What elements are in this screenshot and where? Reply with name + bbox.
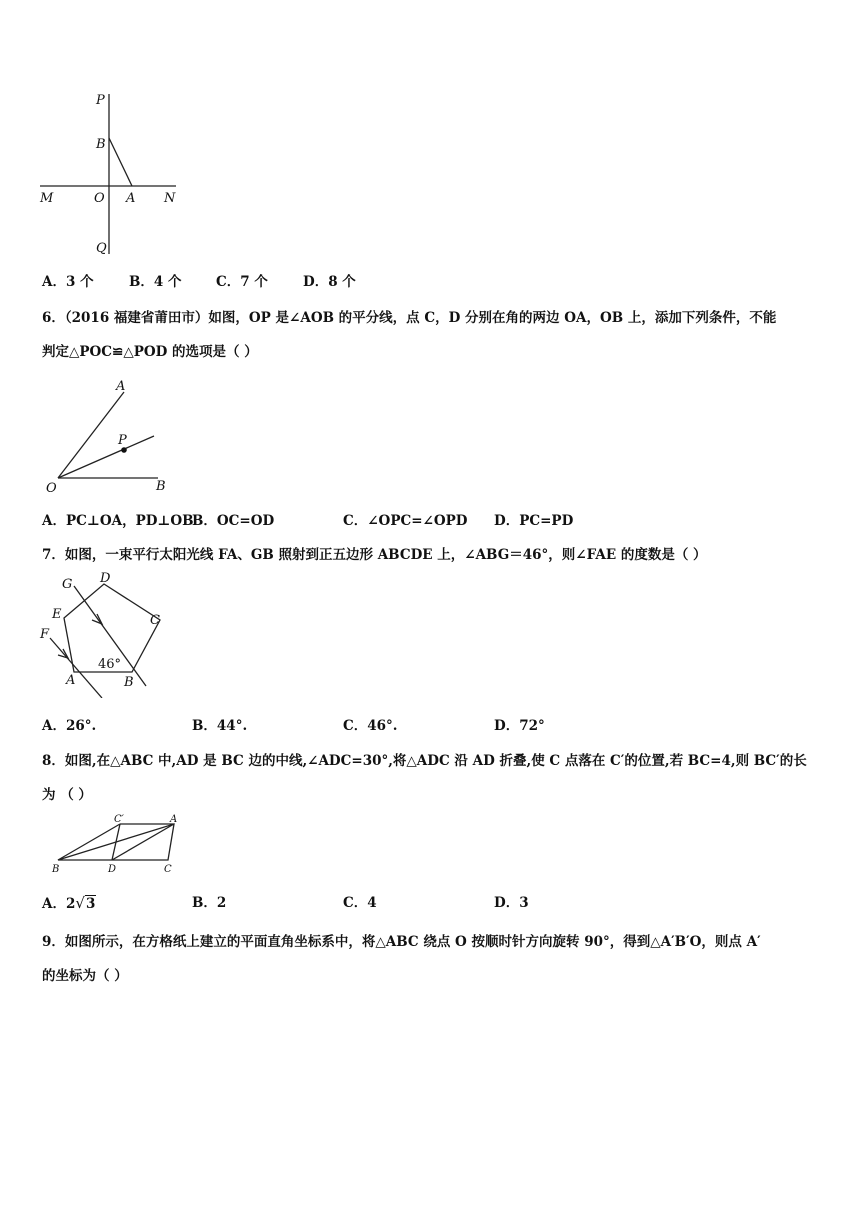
q6-option-a: A．PC⊥OA，PD⊥OB xyxy=(42,513,194,529)
q8-text-line1: 8．如图,在△ABC 中,AD 是 BC 边的中线,∠ADC=30°,将△ADC 沿 AD 折叠,使 C 点落在 C′的位置,若 BC=4,则 BC′的长 xyxy=(42,753,807,769)
q7-label-f: F xyxy=(40,627,50,642)
q8-option-a xyxy=(42,893,96,914)
q8-figure xyxy=(48,812,188,878)
q6-label-a: A xyxy=(116,379,126,394)
q7-text-line1: 7．如图，一束平行太阳光线 FA、GB 照射到正五边形 ABCDE 上，∠ABG＝46°，则∠FAE 的度数是（ ） xyxy=(42,547,707,563)
q5-figure xyxy=(36,86,186,256)
q8-text-line2: 为 （ ） xyxy=(42,787,92,803)
q7-figure xyxy=(36,568,176,698)
q8-segment-bc1 xyxy=(58,824,120,860)
q6-label-o: O xyxy=(46,481,57,496)
q6-point-p xyxy=(121,447,127,453)
q9-text-line1: 9．如图所示，在方格纸上建立的平面直角坐标系中，将△ABC 绕点 O 按顺时针方向旋转 90°，得到△A′B′O，则点 A′ xyxy=(42,934,761,950)
q7-angle-label: 46° xyxy=(98,657,122,672)
q8-segment-c1d xyxy=(112,824,120,860)
q7-ray-fa xyxy=(50,638,102,698)
q5-label-b: B xyxy=(96,137,106,152)
q8-label-a: A xyxy=(170,814,178,825)
q5-label-a: A xyxy=(126,191,136,206)
q7-label-e: E xyxy=(52,607,62,622)
q5-option-c: C．7 个 xyxy=(216,274,268,290)
q7-label-g: G xyxy=(62,577,73,592)
q8-option-a-radicand: 3 xyxy=(85,896,96,912)
q8-label-c: C xyxy=(164,864,172,875)
q7-option-d: D．72° xyxy=(494,718,545,734)
q6-option-d: D．PC=PD xyxy=(494,513,574,529)
q8-label-c-prime: C′ xyxy=(114,814,124,825)
q9-text-line2: 的坐标为（ ） xyxy=(42,968,128,984)
q5-label-n: N xyxy=(164,191,176,206)
q6-figure xyxy=(40,376,180,496)
q7-label-a: A xyxy=(66,673,76,688)
q8-label-b: B xyxy=(52,864,60,875)
q8-segment-ad xyxy=(112,824,174,860)
q5-label-o: O xyxy=(94,191,105,206)
q6-option-c: C．∠OPC=∠OPD xyxy=(343,513,468,529)
q6-label-p: P xyxy=(118,433,127,448)
q5-option-a: A．3 个 xyxy=(42,274,94,290)
q8-option-c: C．4 xyxy=(343,895,377,911)
sqrt-icon: √ xyxy=(75,894,85,912)
q8-option-a-label: A．2 xyxy=(42,896,76,912)
q5-option-d: D．8 个 xyxy=(303,274,356,290)
q7-label-d: D xyxy=(100,571,111,586)
q7-option-c: C．46°. xyxy=(343,718,398,734)
q6-ray-op xyxy=(58,436,154,478)
q5-label-q: Q xyxy=(96,241,107,256)
q5-option-b: B．4 个 xyxy=(129,274,182,290)
q7-label-c: C xyxy=(150,613,160,628)
q7-label-b: B xyxy=(124,675,134,690)
q5-label-m: M xyxy=(40,191,54,206)
q6-option-b: B．OC=OD xyxy=(192,513,275,529)
q8-option-d: D．3 xyxy=(494,895,529,911)
q5-label-p: P xyxy=(96,93,105,108)
q6-ray-oa xyxy=(58,392,124,478)
q6-label-b: B xyxy=(156,479,166,494)
q5-segment-ba xyxy=(109,138,132,186)
q7-option-a: A．26°. xyxy=(42,718,97,734)
q6-text-line2: 判定△POC≌△POD 的选项是（ ） xyxy=(42,344,258,360)
q7-option-b: B．44°. xyxy=(192,718,248,734)
q8-label-d: D xyxy=(108,864,117,875)
q8-option-b: B．2 xyxy=(192,895,227,911)
q6-text-line1: 6．（2016 福建省莆田市）如图，OP 是∠AOB 的平分线，点 C，D 分别在角的两边 OA，OB 上，添加下列条件，不能 xyxy=(42,310,777,326)
